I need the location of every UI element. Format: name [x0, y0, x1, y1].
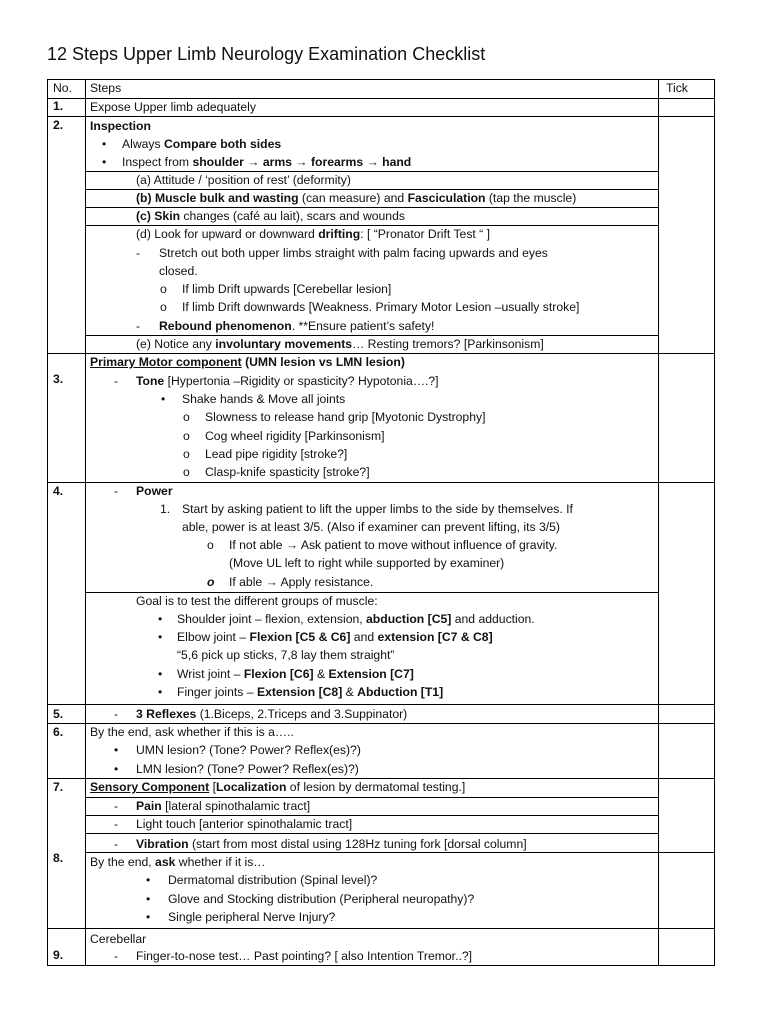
start-instruction: Start by asking patient to lift the upper limbs to the side by themselves. If [182, 502, 573, 516]
bullet-icon: • [158, 667, 163, 681]
step-number: 4. [53, 484, 64, 498]
muscle-bulk-item: (b) Muscle bulk and wasting (can measure) and Fasciculation (tap the muscle) [136, 191, 577, 205]
tone-item: Tone [Hypertonia –Rigidity or spasticity? Hypotonia….?] [136, 374, 439, 388]
step-number: 7. [53, 780, 64, 794]
shake-hands-item: Shake hands & Move all joints [182, 392, 346, 406]
cogwheel-item: Cog wheel rigidity [Parkinsonism] [205, 429, 385, 443]
start-instruction-cont: able, power is at least 3/5. (Also if examiner can prevent lifting, its 3/5) [182, 520, 560, 534]
checklist-table [47, 79, 715, 966]
drift-down-item: If limb Drift downwards [Weakness. Primary Motor Lesion –usually stroke] [182, 300, 580, 314]
glove-stocking-item: Glove and Stocking distribution (Peripheral neuropathy)? [168, 892, 475, 906]
table-column-divider-tick [658, 79, 659, 966]
circle-bullet-icon: o [183, 447, 190, 461]
finger-nose-item: Finger-to-nose test… Past pointing? [ also Intention Tremor..?] [136, 949, 473, 963]
row-divider [47, 928, 715, 929]
vibration-item: Vibration (start from most distal using 128Hz tuning fork [dorsal column] [136, 837, 527, 851]
circle-bullet-icon: o [183, 410, 190, 424]
step-6-text: By the end, ask whether if this is a….. [90, 725, 294, 739]
dash-icon: - [114, 484, 119, 498]
step-8-text: By the end, ask whether if it is… [90, 855, 266, 869]
shoulder-joint-item: Shoulder joint – flexion, extension, abduction [C5] and adduction. [177, 612, 535, 626]
circle-bullet-icon: o [160, 282, 167, 296]
involuntary-movements-item: (e) Notice any involuntary movements… Resting tremors? [Parkinsonism] [136, 337, 544, 351]
bullet-icon: • [161, 392, 166, 406]
arrow-icon: → [285, 538, 299, 552]
bullet-icon: • [114, 743, 119, 757]
clasp-knife-item: Clasp-knife spasticity [stroke?] [205, 465, 370, 479]
dash-icon: - [114, 817, 119, 831]
if-not-able-item: If not able → Ask patient to move without influence of gravity. [229, 538, 558, 552]
if-not-able-item-cont: (Move UL left to right while supported by examiner) [229, 556, 505, 570]
peripheral-nerve-item: Single peripheral Nerve Injury? [168, 910, 336, 924]
compare-sides-item: Always Compare both sides [122, 137, 282, 151]
finger-joints-item: Finger joints – Extension [C8] & Abduction [T1] [177, 685, 444, 699]
attitude-item: (a) Attitude / ‘position of rest’ (deformity) [136, 173, 351, 187]
inspect-order-item: Inspect from shoulder → arms → forearms → hand [122, 155, 412, 169]
rebound-item: Rebound phenomenon. **Ensure patient’s safety! [159, 319, 435, 333]
arrow-icon: → [265, 575, 278, 589]
bullet-icon: • [146, 910, 151, 924]
step-1-text: Expose Upper limb adequately [90, 100, 256, 114]
circle-bullet-icon: o [183, 465, 190, 479]
inspection-heading: Inspection [90, 119, 151, 133]
bullet-icon: • [102, 155, 107, 169]
row-divider [85, 833, 658, 834]
dermatomal-item: Dermatomal distribution (Spinal level)? [168, 873, 378, 887]
circle-bullet-icon: o [207, 538, 214, 552]
drift-up-item: If limb Drift upwards [Cerebellar lesion] [182, 282, 392, 296]
primary-motor-heading: Primary Motor component (UMN lesion vs LMN lesion) [90, 355, 405, 369]
dash-icon: - [136, 246, 141, 260]
cerebellar-heading: Cerebellar [90, 932, 147, 946]
light-touch-item: Light touch [anterior spinothalamic tract] [136, 817, 353, 831]
arrow-icon: → [366, 155, 379, 169]
row-divider [85, 852, 715, 853]
circle-bullet-icon: o [207, 575, 215, 589]
dash-icon: - [114, 707, 119, 721]
stretch-instruction-cont: closed. [159, 264, 198, 278]
table-border-right [714, 79, 715, 966]
header-steps: Steps [90, 81, 122, 95]
lmn-lesion-item: LMN lesion? (Tone? Power? Reflex(es)?) [136, 762, 359, 776]
elbow-mnemonic: “5,6 pick up sticks, 7,8 lay them straight” [177, 648, 395, 662]
myotonic-item: Slowness to release hand grip [Myotonic Dystrophy] [205, 410, 486, 424]
stretch-instruction: Stretch out both upper limbs straight with palm facing upwards and eyes [159, 246, 548, 260]
table-border-bottom [47, 965, 715, 966]
dash-icon: - [114, 837, 119, 851]
bullet-icon: • [114, 762, 119, 776]
row-divider [47, 116, 715, 117]
step-number: 6. [53, 725, 64, 739]
table-border-left [47, 79, 48, 966]
step-number: 9. [53, 948, 64, 962]
skin-item: (c) Skin changes (café au lait), scars and wounds [136, 209, 405, 223]
drift-item: (d) Look for upward or downward drifting: [ “Pronator Drift Test “ ] [136, 227, 491, 241]
umn-lesion-item: UMN lesion? (Tone? Power? Reflex(es)?) [136, 743, 361, 757]
goal-text: Goal is to test the different groups of muscle: [136, 594, 378, 608]
bullet-icon: • [158, 685, 163, 699]
dash-icon: - [114, 949, 119, 963]
bullet-icon: • [158, 612, 163, 626]
header-tick: Tick [666, 81, 688, 95]
step-number: 3. [53, 372, 64, 386]
dash-icon: - [114, 374, 119, 388]
wrist-joint-item: Wrist joint – Flexion [C6] & Extension [C7] [177, 667, 414, 681]
bullet-icon: • [146, 873, 151, 887]
page-title: 12 Steps Upper Limb Neurology Examination Checklist [47, 44, 486, 64]
elbow-joint-item: Elbow joint – Flexion [C5 & C6] and extension [C7 & C8] [177, 630, 493, 644]
bullet-icon: • [102, 137, 107, 151]
step-number: 1. [53, 99, 64, 113]
if-able-item: If able → Apply resistance. [229, 575, 374, 589]
lead-pipe-item: Lead pipe rigidity [stroke?] [205, 447, 348, 461]
circle-bullet-icon: o [160, 300, 167, 314]
step-number: 8. [53, 851, 64, 865]
step-number: 5. [53, 707, 64, 721]
arrow-icon: → [295, 155, 308, 169]
pain-item: Pain [lateral spinothalamic tract] [136, 799, 311, 813]
sensory-heading: Sensory Component [Localization of lesion by dermatomal testing.] [90, 780, 466, 794]
dash-icon: - [136, 319, 141, 333]
bullet-icon: • [158, 630, 163, 644]
arrow-icon: → [247, 155, 260, 169]
row-divider [47, 704, 715, 705]
header-no: No. [53, 81, 72, 95]
dash-icon: - [114, 799, 119, 813]
table-border-top [47, 79, 715, 80]
reflexes-item: 3 Reflexes (1.Biceps, 2.Triceps and 3.Suppinator) [136, 707, 408, 721]
power-heading: Power [136, 484, 173, 498]
circle-bullet-icon: o [183, 429, 190, 443]
numbered-item-marker: 1. [160, 502, 171, 516]
step-number: 2. [53, 118, 64, 132]
bullet-icon: • [146, 892, 151, 906]
